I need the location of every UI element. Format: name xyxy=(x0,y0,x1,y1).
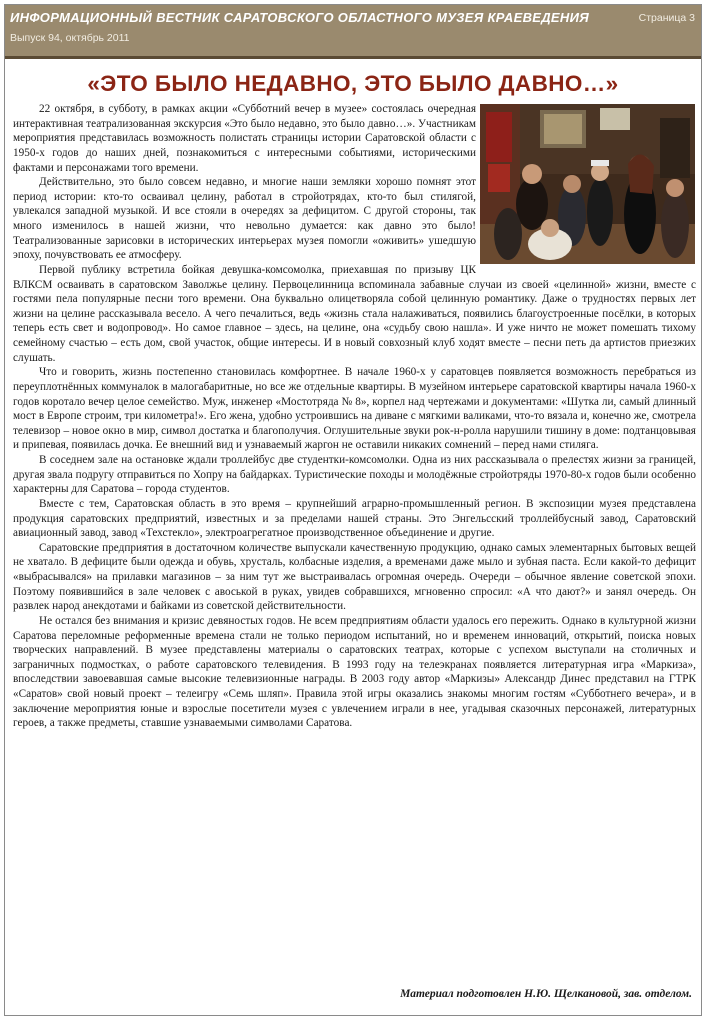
newsletter-title: ИНФОРМАЦИОННЫЙ ВЕСТНИК САРАТОВСКОГО ОБЛАСТНОГО МУЗЕЯ КРАЕВЕДЕНИЯ xyxy=(10,10,589,25)
article-paragraph: 22 октября, в субботу, в рамках акции «Субботний вечер в музее» состоялась очередная интерактивная театрализованная экскурсия «Это было недавно, это было давно…». Участникам мероприятия представилась возможность полистать страницы истории Саратовской области с 1950-х годов до наших дней, познакомиться с интересными событиями, историческими фактами и персонажами того времени. xyxy=(13,103,476,174)
issue-number: Выпуск 94, октябрь 2011 xyxy=(10,32,130,44)
article-paragraph: Что и говорить, жизнь постепенно становилась комфортнее. В начале 1960-х у саратовцев появляется возможность перебраться из переуплотнённых коммуналок в малогабаритные, но все же отдельные квартиры. В музейном интерьере саратовской квартиры начала 1960-х годов коротало вечер целое семейство. Муж, инженер «Мостотряда № 8», корпел над чертежами и документами: «Шутка ли, самый длинный мост в Европе строим, три километра!». Его жена, удобно устроившись на диване с мягкими валиками, что-то вязала и, конечно же, смотрела телевизор – новое окно в мир, символ достатка и благополучия. Оглушительные звуки рок-н-ролла нарушили тишину в доме: подтанцовывая и припевая, появилась дочка. Ее внешний вид и узнаваемый жаргон не оставили никаких сомнений – перед нами стиляга. xyxy=(13,366,696,452)
newsletter-header xyxy=(5,5,701,59)
article-signature: Материал подготовлен Н.Ю. Щелкановой, зав. отделом. xyxy=(400,988,692,1000)
article-paragraph: Действительно, это было совсем недавно, и многие наши земляки хорошо помнят этот период истории: кто-то осваивал целину, работал в стройотрядах, кто-то был стилягой, увлекался западной музыкой. И все стояли в очередях за дефицитом. С другой стороны, так много изменилось в нашей жизни, что невольно думается: как давно это было! Театрализованные зарисовки в исторических интерьерах музея помогли «оживить» ушедшую эпоху, почувствовать ее атмосферу. xyxy=(13,176,476,262)
article-headline: «ЭТО БЫЛО НЕДАВНО, ЭТО БЫЛО ДАВНО…» xyxy=(87,71,619,96)
page-number: Страница 3 xyxy=(638,12,695,24)
article-paragraph: Не остался без внимания и кризис девяностых годов. Не всем предприятиям области удалось его пережить. Однако в культурной жизни Саратова переломные реформенные времена стали не только периодом испытаний, но и временем инноваций, открытий, поиска новых творческих направлений. В музее представлены материалы о саратовских театрах, которые с успехом выступали на столичных и заграничных подмостках, о работе саратовского телевидения. В 1993 году на телеэкранах появляется литературная игра «Маркиза», впоследствии завоевавшая самые высокие телевизионные награды. В 2003 году автор «Маркизы» Александр Динес представил на ГТРК «Саратов» свой новый проект – телеигру «Семь шляп». Правила этой игры оказались знакомы многим гостям «Субботнего вечера», и в заключение мероприятия юные и взрослые посетители музея с увлечением играли в нее, угадывая сказочных персонажей, литературных героев, а также предметы, ставшие узнаваемыми символами Саратова. xyxy=(13,614,696,730)
article-body xyxy=(13,102,696,731)
article-paragraph: Саратовские предприятия в достаточном количестве выпускали качественную продукцию, однако самых элементарных бытовых вещей не хватало. В дефиците были одежда и обувь, хрусталь, колбасные изделия, а временами даже мыло и зубная паста. Если какой-то дефицит «выбрасывался» на прилавки магазинов – за ним тут же выстраивалась огромная очередь. Очереди – обычное явление советской эпохи. Поэтому появившийся в зале человек с авоськой в руках, увидев собравшихся, мгновенно спросил: «А что дают?» и занял очередь. Он развлек народ анекдотами и байками из советской действительности. xyxy=(13,541,696,613)
photo-float-spacer xyxy=(476,102,696,268)
article-paragraph: Первой публику встретила бойкая девушка-комсомолка, приехавшая по призыву ЦК ВЛКСМ осваивать в саратовском Заволжье целину. Первоцелинница вспоминала забавные случаи из своей «целинной» жизни, вместе с гостями пела популярные песни того времени. Она буквально олицетворяла собой целинную романтику. Даже о трудностях первых лет жизни на целине рассказывала весело. А чего печалиться, ведь «жизнь стала налаживаться, появились благоустроенные посёлки, в которых теперь есть свет и водопровод». Но самое главное – здесь, на целине, она «судьбу свою нашла». И уже ничто не может помешать тихому семейному счастью – есть дом, свой участок, общие интересы. И в новый совхозный клуб ходят вместе – песни петь да артистов приезжих слушать. xyxy=(13,263,696,364)
newsletter-page xyxy=(4,4,702,1016)
article-paragraph: Вместе с тем, Саратовская область в это время – крупнейший аграрно-промышленный регион. В экспозиции музея представлена продукция саратовских предприятий, известных и за пределами нашей страны. Это Энгельсский троллейбусный завод, Саратовский авиационный завод, завод «Техстекло», электроагрегатное производственное объединение и другие. xyxy=(13,497,696,540)
article-paragraph: В соседнем зале на остановке ждали троллейбус две студентки-комсомолки. Одна из них рассказывала о прелестях жизни за границей, другая звала подругу отправиться по Хопру на байдарках. Туристические походы и молодёжные стройотряды 1970-80-х годов были особенно характерны для Саратова – города студентов. xyxy=(13,454,696,496)
